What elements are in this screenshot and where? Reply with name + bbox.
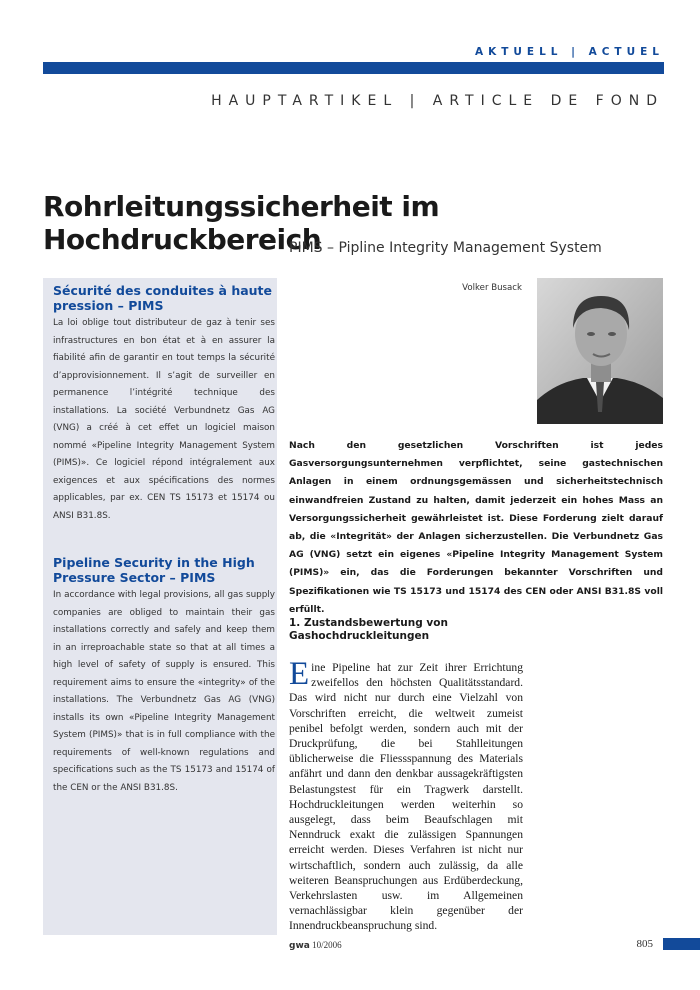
section-tag: AKTUELL | ACTUEL — [474, 46, 664, 58]
section-heading: 1. Zustandsbewertung von Gashochdruckleitungen — [289, 617, 448, 642]
article-body-text: ine Pipeline hat zur Zeit ihrer Errichtung zweifellos den höchsten Qualitätsstandard. Das wird nicht nur durch eine Vielzahl von Vorschriften erreicht, die weltweit zumeist penibel befolgt werden, sondern auch mit der Druckprüfung, die bei Stahlleitungen üblicherweise die Fliessspannung des Materials anfährt und dann den denkbar aussagekräftigsten Belastungstest für ein Tragwerk darstellt. Hochdruckleitungen werden weiterhin so ausgelegt, dass beim Beaufschlagen mit Nenndruck exakt die zulässigen Spannungen erreicht werden. Dieses Verfahren ist nicht nur wirtschaftlich, sondern auch zulässig, da alle weiteren Beanspruchungen aus Erdüberdeckung, Verkehrslasten usw. im Allgemeinen vernachlässigbar klein gegenüber der Innendruckbeanspruchung sind. — [289, 661, 523, 933]
article-title: Rohrleitungssicherheit im Hochdruckbereich — [43, 190, 440, 256]
summary-french-text: La loi oblige tout distributeur de gaz à tenir ses infrastructures en bon état et à en assurer la fiabilité afin de garantir en tout temps la sécurité d’approvisionnement. Il s’agit de surveiller en permanence l’intégrité technique des installations. La société Verbundnetz Gas AG (VNG) a créé à cet effet un logiciel maison nommé «Pipeline Integrity Management System (PIMS)». Ce logiciel répond intégralement aux exigences et aux spécifications des normes applicables, par ex. CEN TS 15173 et 15174 ou ANSI B31.8S. — [53, 318, 275, 521]
footer-accent-bar — [663, 938, 700, 950]
article-category: HAUPTARTIKEL | ARTICLE DE FOND — [211, 93, 664, 109]
summary-english — [53, 555, 275, 797]
header-accent-bar — [43, 62, 664, 74]
author-name: Volker Busack — [462, 283, 522, 293]
author-portrait-image — [537, 278, 663, 424]
magazine-logo: gwa — [289, 941, 310, 951]
summary-english-text: In accordance with legal provisions, all gas supply companies are obliged to maintain their gas installations correctly and safely and keep them in an irreproachable state so that at all times a high level of safety of supply is ensured. This requirement aims to ensure the «integrity» of the installations. The Verbundnetz Gas AG (VNG) installs its own «Pipeline Integrity Management System (PIMS)» that is in full compliance with the requirements of well-known regulations and specifications such as the TS 15173 and 15174 of the CEN or the ANSI B31.8S. — [53, 590, 275, 793]
dropcap: E — [289, 656, 310, 692]
article-body — [289, 656, 523, 934]
summary-sidebar — [43, 278, 277, 935]
issue-number: 10/2006 — [312, 940, 342, 950]
author-photo — [537, 278, 663, 424]
article-subtitle: PIMS – Pipline Integrity Management System — [289, 240, 602, 256]
summary-french — [53, 283, 275, 525]
page-number: 805 — [636, 938, 653, 950]
summary-english-heading: Pipeline Security in the High Pressure Sector – PIMS — [53, 555, 255, 585]
summary-french-heading: Sécurité des conduites à haute pression – PIMS — [53, 283, 273, 313]
footer-issue — [289, 940, 342, 951]
article-lead: Nach den gesetzlichen Vorschriften ist jedes Gasversorgungsunternehmen verpflichtet, seine gastechnischen Anlagen in einem ordnungsgemässen und sicherheitstechnisch einwandfreien Zustand zu halten, damit jederzeit ein hohes Mass an Versorgungssicherheit gewährleistet ist. Diese Forderung zielt darauf ab, die «Integrität» der Anlagen sicherzustellen. Die Verbundnetz Gas AG (VNG) setzt ein eigenes «Pipeline Integrity Management System (PIMS)» ein, das die Forderungen bekannter Vorschriften und Spezifikationen wie TS 15173 und 15174 des CEN oder ANSI B31.8S voll erfüllt. — [289, 440, 663, 615]
